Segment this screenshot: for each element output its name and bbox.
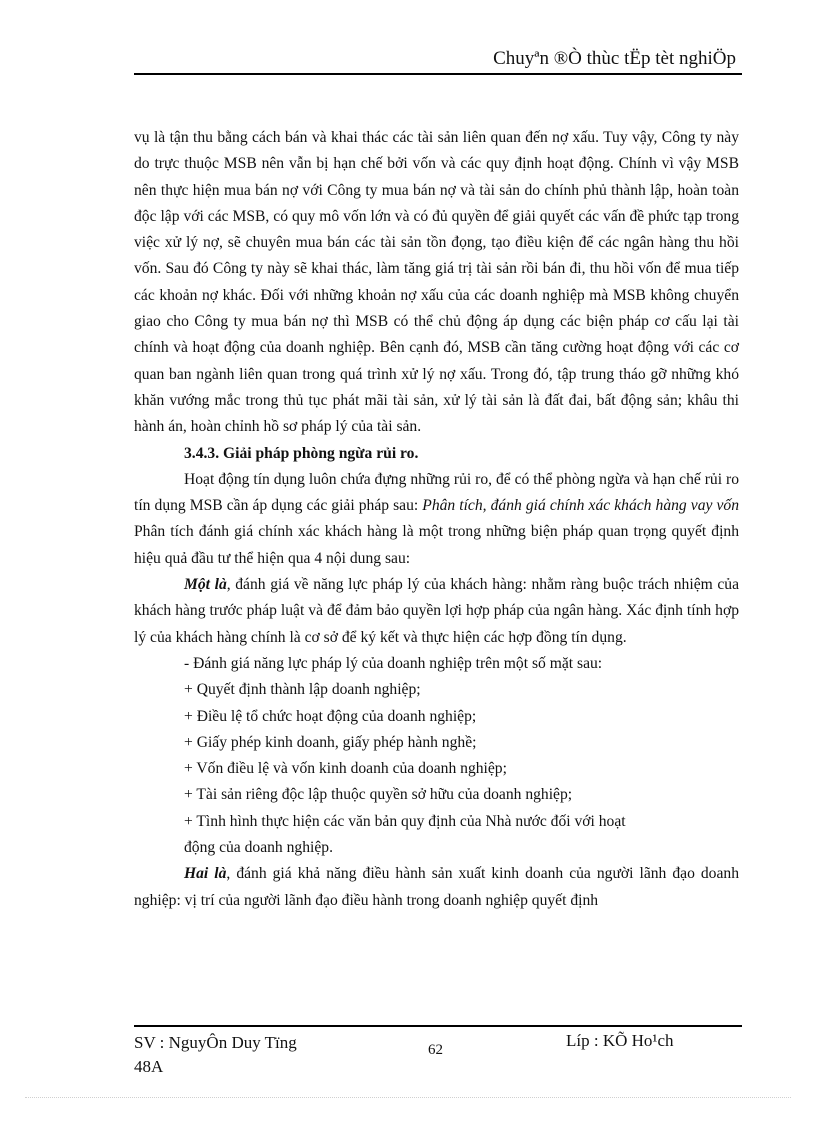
list-item: + Quyết định thành lập doanh nghiệp; xyxy=(184,681,421,699)
footer-student xyxy=(134,1031,297,1079)
header-title: Chuyªn ®Ò thùc tËp tèt nghiÖp xyxy=(493,48,736,69)
paragraph-3-text: , đánh giá về năng lực pháp lý của khách hàng: nhằm ràng buộc trách nhiệm của khách hàng trước pháp luật và để đảm bảo quyền lợi hợp pháp của ngân hàng. Xác định tính hợp lý của khách hàng chính là cơ sở để ký kết và thực hiện các hợp đồng tín dụng. xyxy=(134,576,739,646)
page-bottom-dotted-rule xyxy=(25,1097,791,1098)
page-number: 62 xyxy=(428,1042,443,1058)
paragraph-2-italic: Phân tích, đánh giá chính xác khách hàng vay vốn xyxy=(422,497,739,515)
paragraph-3 xyxy=(134,572,739,651)
paragraph-4-lead: Hai là xyxy=(184,865,227,883)
list-item: + Điều lệ tổ chức hoạt động của doanh nghiệp; xyxy=(184,707,477,725)
list-item: + Giấy phép kinh doanh, giấy phép hành nghề; xyxy=(184,733,477,751)
list-item: + Vốn điều lệ và vốn kinh doanh của doanh nghiệp; xyxy=(184,760,507,778)
paragraph-3-lead: Một là xyxy=(184,576,227,594)
list-item: - Đánh giá năng lực pháp lý của doanh nghiệp trên một số mặt sau: xyxy=(184,654,603,672)
paragraph-4-text: , đánh giá khả năng điều hành sản xuất kinh doanh của người lãnh đạo doanh nghiệp: vị trí của người lãnh đạo điều hành trong doanh nghiệp quyết định xyxy=(134,865,739,909)
document-body xyxy=(134,125,739,914)
footer-class: Líp : KÕ Ho¹ch xyxy=(566,1031,674,1050)
section-heading: 3.4.3. Giải pháp phòng ngừa rủi ro. xyxy=(184,444,419,462)
paragraph-2-text-a: Hoạt động tín dụng luôn chứa đựng những rủi ro, để có thể phòng ngừa và hạn chế rủi ro tín dụng MSB cần áp dụng các giải pháp sau: xyxy=(134,470,739,515)
footer-student-name: SV : NguyÔn Duy Tïng xyxy=(134,1033,297,1052)
paragraph-2-text-b: Phân tích đánh giá chính xác khách hàng là một trong những biện pháp quan trọng quyết định hiệu quả đầu tư thể hiện qua 4 nội dung sau: xyxy=(134,523,739,567)
list-item: + Tài sản riêng độc lập thuộc quyền sở hữu của doanh nghiệp; xyxy=(184,786,573,804)
paragraph-1: vụ là tận thu bằng cách bán và khai thác các tài sản liên quan đến nợ xấu. Tuy vậy, Công ty này do trực thuộc MSB nên vẫn bị hạn chế bởi vốn và các quy định hoạt động. Chính vì vậy MSB nên thực hiện mua bán nợ với Công ty mua bán nợ và tài sản do chính phủ thành lập, hoàn toàn độc lập với các MSB, có quy mô vốn lớn và có đủ quyền để giải quyết các vấn đề phức tạp trong việc xử lý nợ, sẽ chuyên mua bán các tài sản tồn đọng, tạo điều kiện để các ngân hàng thu hồi vốn. Sau đó Công ty này sẽ khai thác, làm tăng giá trị tài sản rồi bán đi, thu hồi vốn để mua tiếp các khoản nợ khác. Đối với những khoản nợ xấu của các doanh nghiệp mà MSB không chuyển giao cho Công ty mua bán nợ thì MSB có thể chủ động áp dụng các biện pháp cơ cấu lại tài chính và hoạt động của doanh nghiệp. Bên cạnh đó, MSB cần tăng cường hoạt động với các cơ quan ban ngành liên quan trong quá trình xử lý nợ xấu. Trong đó, tập trung tháo gỡ những khó khăn vướng mắc trong thủ tục phát mãi tài sản, xử lý tài sản là đất đai, bất động sản; khâu thi hành án, hoàn chỉnh hồ sơ pháp lý của tài sản. xyxy=(134,129,739,436)
list-item: động của doanh nghiệp. xyxy=(184,839,333,857)
paragraph-2 xyxy=(134,467,739,572)
paragraph-4 xyxy=(134,861,739,914)
footer-rule xyxy=(134,1025,742,1027)
list-item: + Tình hình thực hiện các văn bản quy định của Nhà nước đối với hoạt xyxy=(184,812,626,830)
header-rule xyxy=(134,73,742,75)
footer-student-class-code: 48A xyxy=(134,1057,164,1076)
